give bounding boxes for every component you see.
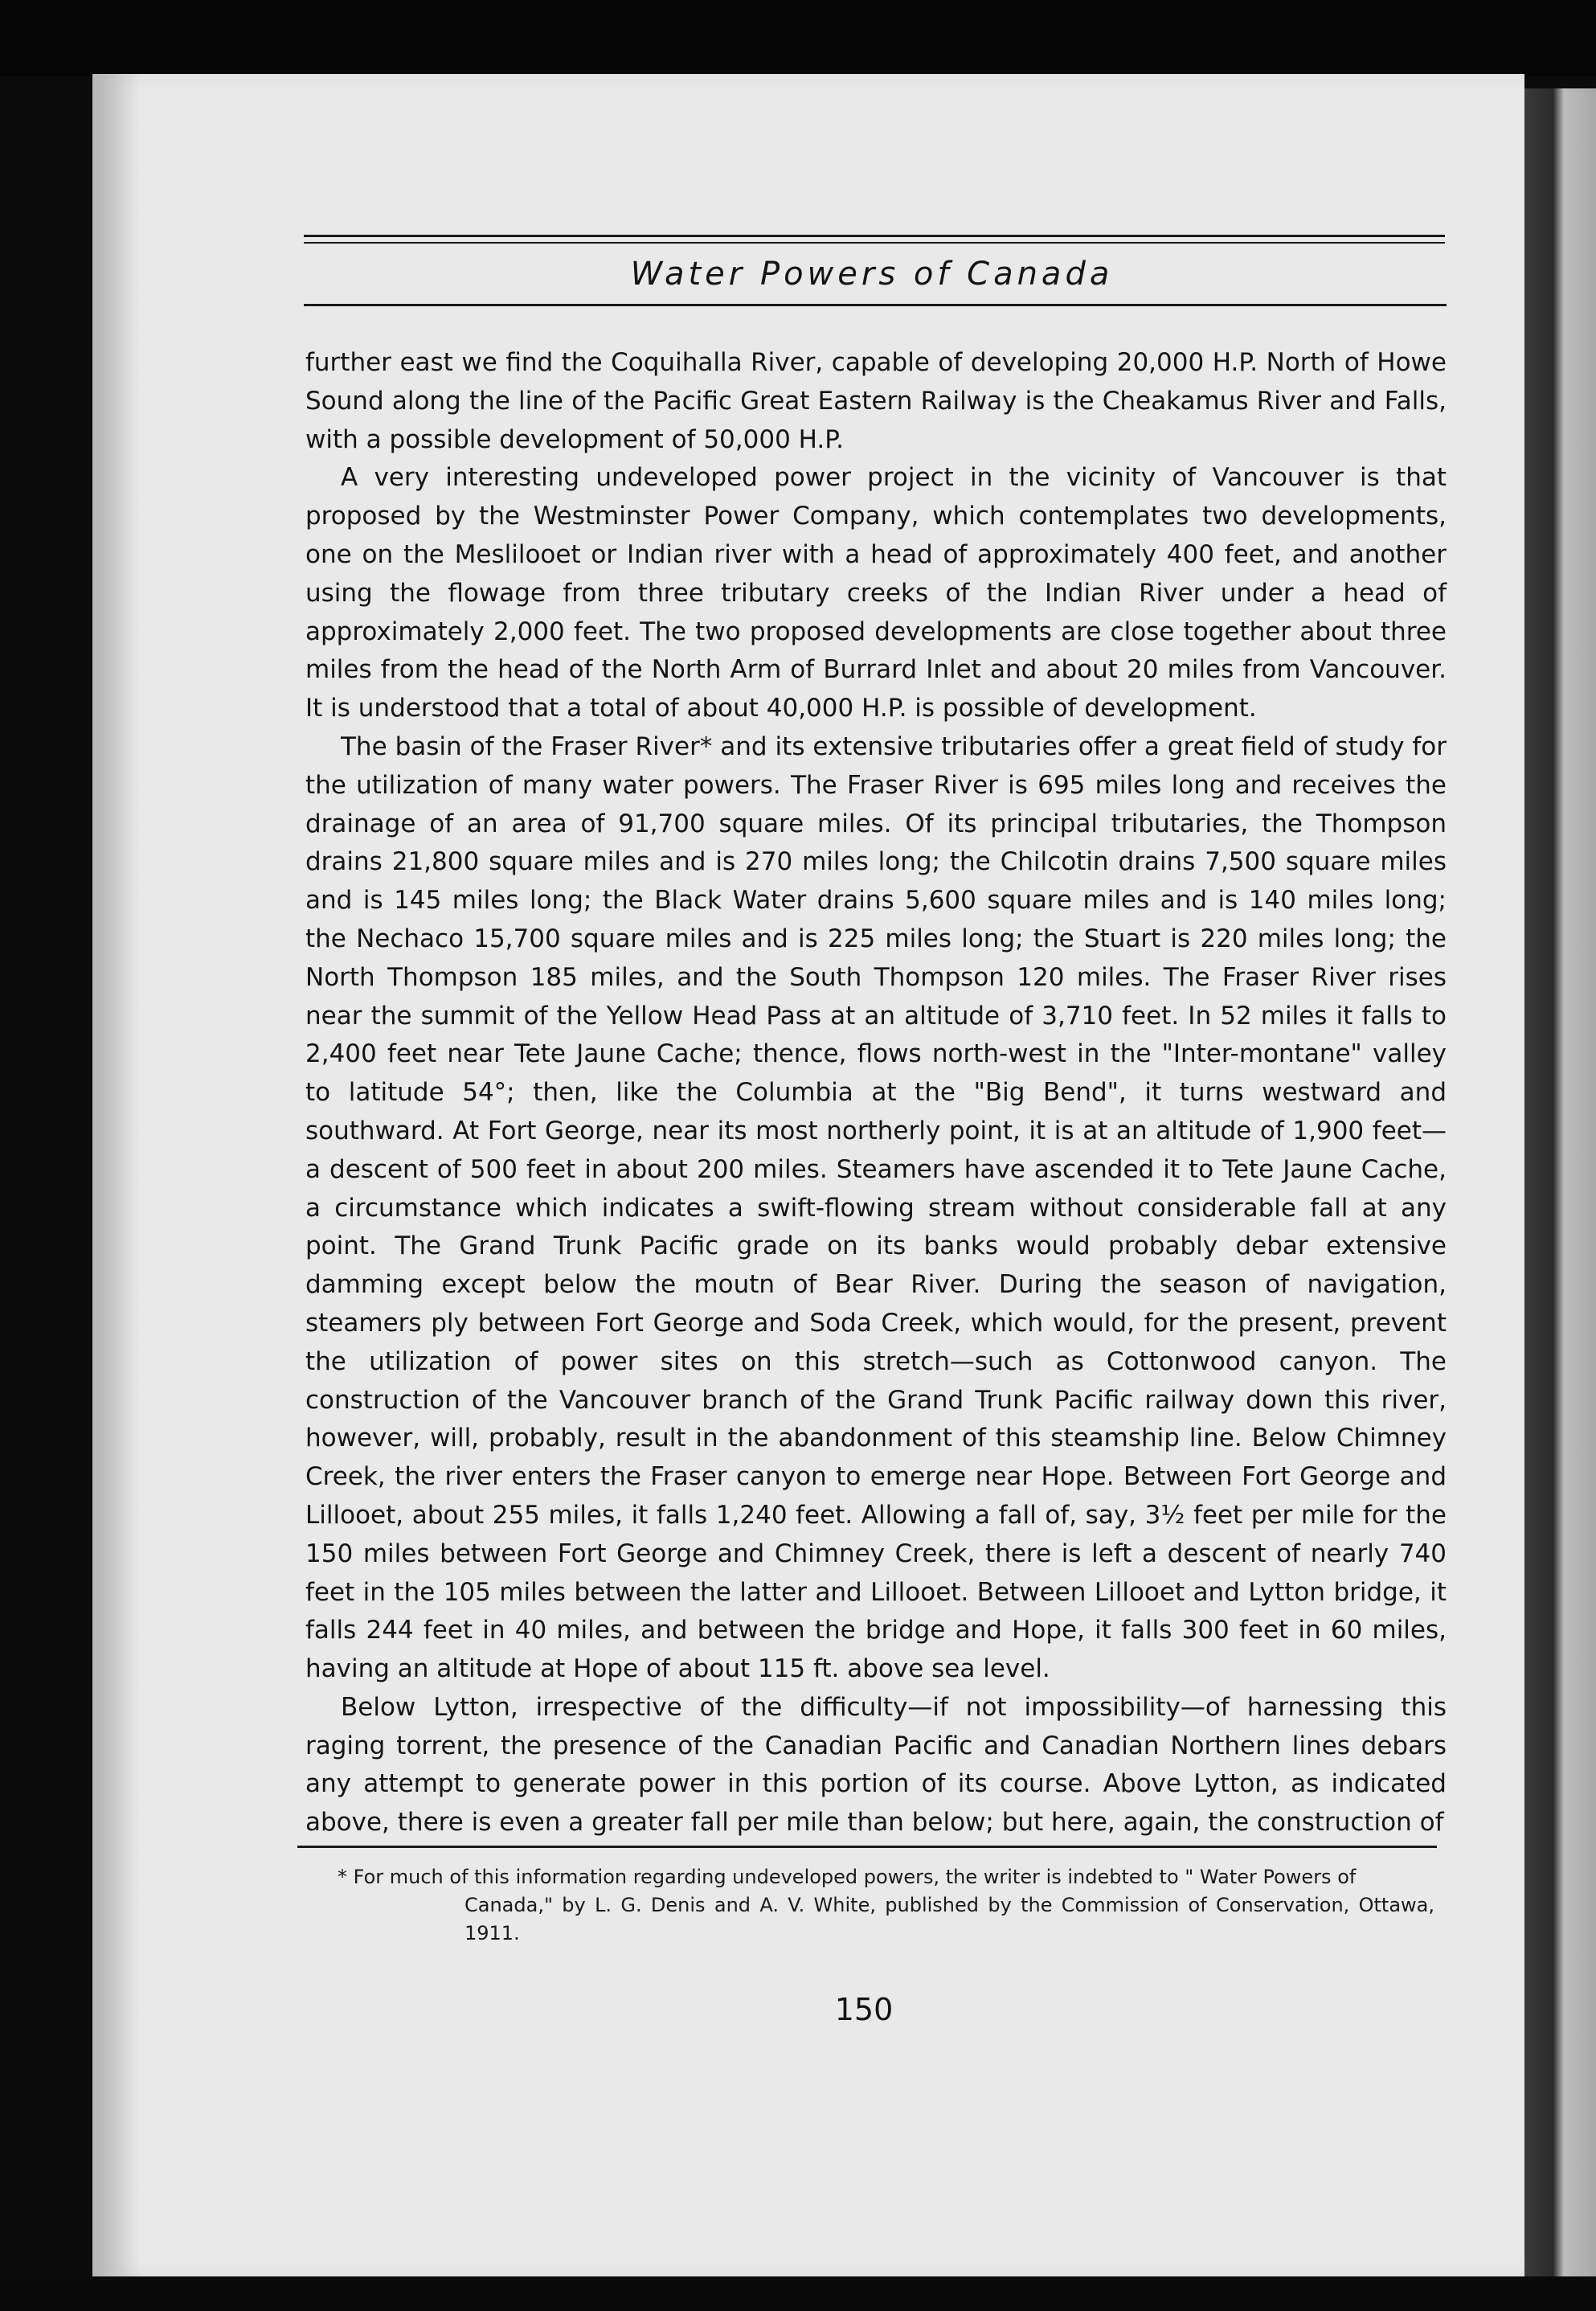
page-gutter-shadow — [92, 74, 141, 2276]
footnote-line: * For much of this information regarding undeveloped powers, the writer is indebted to " Water Powers of — [338, 1866, 1357, 1888]
main-text — [305, 344, 1447, 1842]
paragraph: The basin of the Fraser River* and its extensive tributaries offer a great field of study for the utilization of many water powers. The Fraser River is 695 miles long and receives the drainage of an area of 91,700 square miles. Of its principal tributaries, the Thompson drains 21,800 square miles and is 270 miles long; the Chilcotin drains 7,500 square miles and is 145 miles long; the Black Water drains 5,600 square miles and is 140 miles long; the Nechaco 15,700 square miles and is 225 miles long; the Stuart is 220 miles long; the North Thompson 185 miles, and the South Thompson 120 miles. The Fraser River rises near the summit of the Yellow Head Pass at an altitude of 3,710 feet. In 52 miles it falls to 2,400 feet near Tete Jaune Cache; thence, flows north-west in the "Inter-montane" valley to latitude 54°; then, like the Columbia at the "Big Bend", it turns westward and southward. At Fort George, near its most northerly point, it is at an altitude of 1,900 feet—a descent of 500 feet in about 200 miles. Steamers have ascended it to Tete Jaune Cache, a circumstance which indicates a swift-flowing stream without considerable fall at any point. The Grand Trunk Pacific grade on its banks would probably debar extensive damming except below the moutn of Bear River. During the season of navigation, steamers ply between Fort George and Soda Creek, which would, for the present, prevent the utilization of power sites on this stretch—such as Cottonwood canyon. The construction of the Vancouver branch of the Grand Trunk Pacific railway down this river, however, will, probably, result in the abandonment of this steamship line. Below Chimney Creek, the river enters the Fraser canyon to emerge near Hope. Between Fort George and Lillooet, about 255 miles, it falls 1,240 feet. Allowing a fall of, say, 3½ feet per mile for the 150 miles between Fort George and Chimney Creek, there is left a descent of nearly 740 feet in the 105 miles between the latter and Lillooet. Between Lillooet and Lytton bridge, it falls 244 feet in 40 miles, and between the bridge and Hope, it falls 300 feet in 60 miles, having an altitude at Hope of about 115 ft. above sea level. — [305, 731, 1447, 1684]
paragraph: further east we find the Coquihalla River, capable of developing 20,000 H.P. North of Howe Sound along the line of the Pacific Great Eastern Railway is the Cheakamus River and Falls, with a possible development of 50,000 H.P. — [305, 348, 1447, 454]
header-bottom-rule — [304, 304, 1447, 306]
header-top-rule-2 — [304, 242, 1445, 244]
paragraph: A very interesting undeveloped power project in the vicinity of Vancouver is that proposed by the Westminster Power Company, which contemplates two developments, one on the Meslilooet or Indian river with a head of approximately 400 feet, and another using the flowage from three tributary creeks of the Indian River under a head of approximately 2,000 feet. The two proposed developments are close together about three miles from the head of the North Arm of Burrard Inlet and about 20 miles from Vancouver. It is understood that a total of about 40,000 H.P. is possible of development. — [305, 463, 1447, 723]
scan-bottom-border — [0, 2276, 1596, 2311]
page-number: 150 — [834, 1992, 894, 2027]
running-header: Water Powers of Canada — [630, 256, 1114, 293]
footnote — [338, 1863, 1434, 1948]
paragraph: Below Lytton, irrespective of the difficulty—if not impossibility—of harnessing this raging torrent, the presence of the Canadian Pacific and Canadian Northern lines debars any attempt to generate power in this portion of its course. Above Lytton, as indicated above, there is even a greater fall per mile than below; but here, again, the construction of — [305, 1692, 1447, 1838]
footnote-continuation: Canada," by L. G. Denis and A. V. White, published by the Commission of Conservation, Ottawa, 1911. — [464, 1894, 1434, 1944]
scan-top-border — [0, 0, 1596, 76]
header-top-rule — [304, 235, 1445, 237]
footnote-rule — [297, 1846, 1437, 1848]
adjacent-page-edge — [1524, 88, 1596, 2311]
